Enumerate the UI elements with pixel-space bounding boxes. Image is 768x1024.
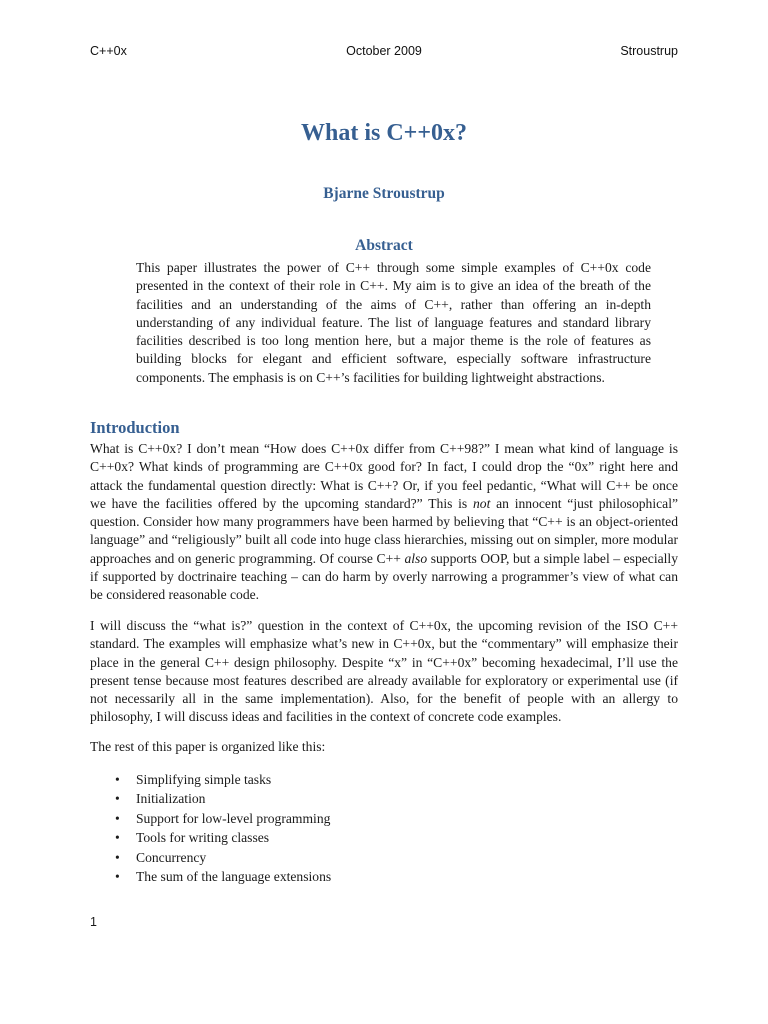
bullet-icon: • <box>115 791 120 807</box>
bullet-icon: • <box>115 830 120 846</box>
introduction-heading: Introduction <box>90 418 180 437</box>
bullet-icon: • <box>115 810 120 826</box>
emphasis-not: not <box>472 495 491 511</box>
document-author: Bjarne Stroustrup <box>323 185 445 202</box>
list-item <box>90 848 331 867</box>
emphasis-also: also <box>404 550 428 566</box>
list-item-label: Support for low-level programming <box>136 810 331 826</box>
list-item <box>90 828 331 847</box>
introduction-paragraph-1 <box>90 440 678 605</box>
list-item-label: Concurrency <box>136 849 207 865</box>
bullet-icon: • <box>115 772 120 787</box>
paragraph-1-part-1: What is C++0x? I don’t mean “How does C++0x differ from C++98?” I mean what kind of language is C++0x? What kinds of programming are C++0x good for? In fact, I could drop the “0x” right here and attack the fundamental question directly: What is C++? Or, if you feel pedantic, “What will C++ be once we have the facilities offered by the upcoming standard?” This is <box>90 441 678 511</box>
abstract-text: This paper illustrates the power of C++ through some simple examples of C++0x code presented in the context of their role in C++. My aim is to give an idea of the breath of the facilities and an understanding of the aims of C++, rather than offering an in-depth understanding of any individual feature. The list of language features and standard library facilities described is too long mention here, but a major theme is the role of features as building blocks for elegant and efficient software, especially software infrastructure components. The emphasis is on C++’s facilities for building lightweight abstractions. <box>136 260 651 385</box>
introduction-paragraph-3: The rest of this paper is organized like this: <box>90 739 326 754</box>
page-header <box>90 44 678 62</box>
header-left-text: C++0x <box>90 44 127 58</box>
list-item <box>90 809 331 828</box>
list-item-label: The sum of the language extensions <box>136 868 332 884</box>
list-item-label: Initialization <box>136 791 206 807</box>
paragraph-1-part-2: an innocent “just philosophical” question. Consider how many programmers have been harmed by believing that “C++ is an object-oriented language” and “religiously” built all code into huge class hierarchies, missing out on simpler, more modular approaches and on generic programming. Of course C++ <box>90 495 678 566</box>
header-date: October 2009 <box>346 44 422 58</box>
bullet-icon: • <box>115 849 120 865</box>
bullet-icon: • <box>115 868 120 884</box>
outline-list <box>90 770 331 886</box>
document-title: What is C++0x? <box>300 120 468 146</box>
paragraph-1-part-3: supports OOP, but a simple label – especially if supported by doctrinaire teaching – can do harm by overly narrowing a programmer’s view of what can be considered reasonable code. <box>90 550 678 603</box>
list-item-label: Simplifying simple tasks <box>136 772 272 787</box>
list-item-label: Tools for writing classes <box>136 830 270 846</box>
page-number: 1 <box>90 915 97 929</box>
list-item <box>90 770 331 789</box>
list-item <box>90 867 331 886</box>
header-author: Stroustrup <box>620 44 678 58</box>
introduction-paragraph-2: I will discuss the “what is?” question in the context of C++0x, the upcoming revision of the ISO C++ standard. The examples will emphasize what’s new in C++0x, but the “commentary” will emphasize their place in the general C++ design philosophy. Despite “x” in “C++0x” becoming hexadecimal, I’ll use the present tense because most features described are already available for exploratory or experimental use (if not necessarily all in the same implementation). Also, for the benefit of people with an allergy to philosophy, I will discuss ideas and facilities in the context of concrete code examples. <box>90 618 678 725</box>
list-item <box>90 789 331 808</box>
abstract-heading: Abstract <box>355 237 413 254</box>
